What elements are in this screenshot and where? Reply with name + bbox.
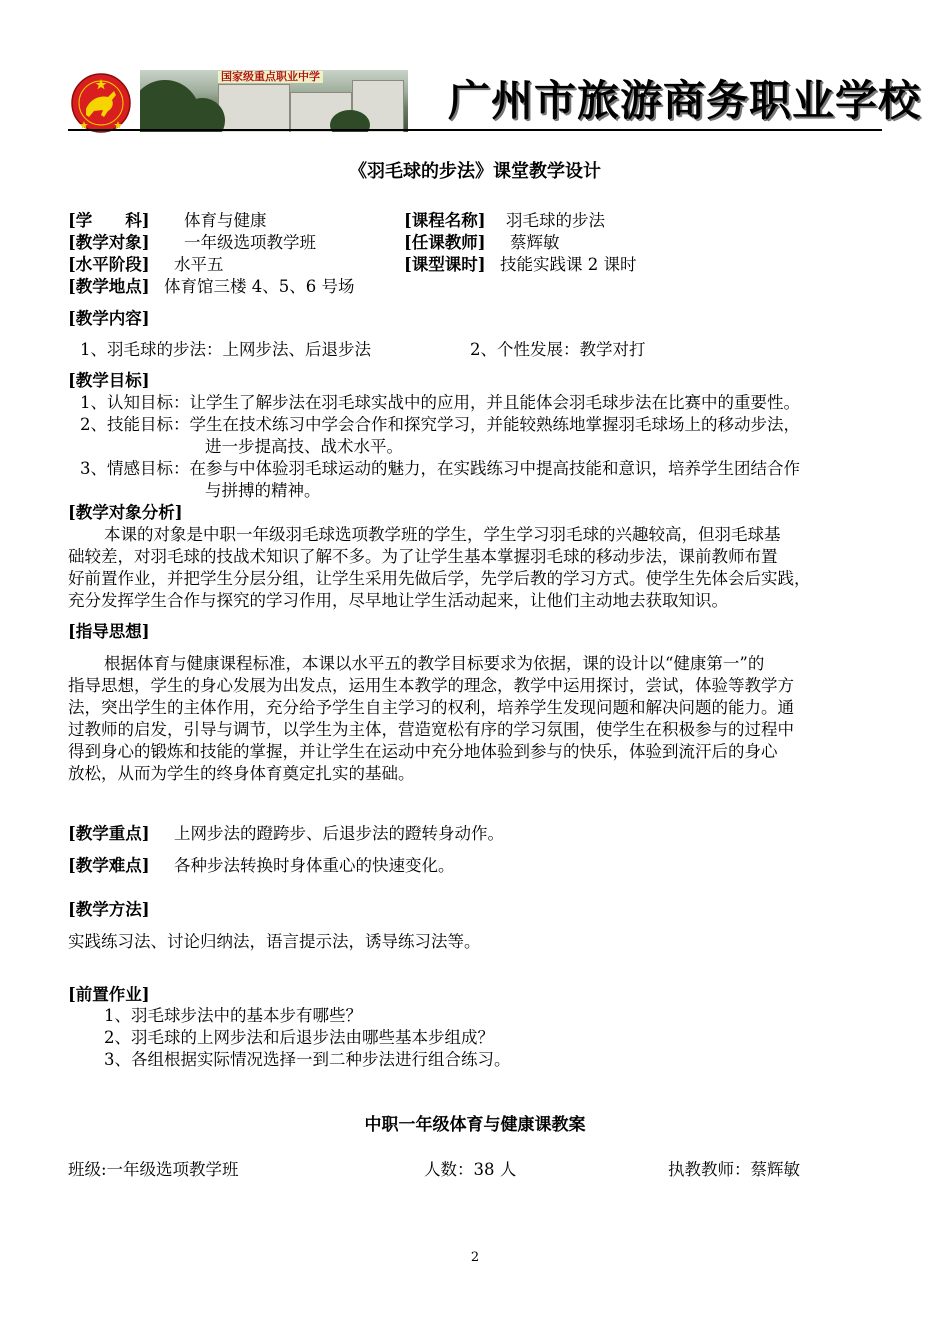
methods-value: 实践练习法、讨论归纳法，语言提示法，诱导练习法等。 bbox=[68, 932, 481, 951]
subject-label: [学 科] bbox=[68, 211, 150, 230]
course-value: 羽毛球的步法 bbox=[506, 211, 605, 230]
location-value: 体育馆三楼 4、5、6 号场 bbox=[164, 277, 355, 296]
analysis-heading: [教学对象分析] bbox=[68, 503, 183, 522]
page-number: 2 bbox=[470, 1250, 480, 1265]
lesson-count: 人数：38 人 bbox=[424, 1160, 517, 1179]
location-label: [教学地点] bbox=[68, 277, 150, 296]
guiding-line: 根据体育与健康课程标准，本课以水平五的教学目标要求为依据，课的设计以“健康第一”的 bbox=[104, 654, 765, 673]
guiding-heading: [指导思想] bbox=[68, 622, 150, 641]
objective-emotion: 3、情感目标：在参与中体验羽毛球运动的魅力，在实践练习中提高技能和意识，培养学生团结合作 bbox=[80, 459, 800, 478]
methods-heading: [教学方法] bbox=[68, 900, 150, 919]
photo-caption: 国家级重点职业中学 bbox=[218, 71, 323, 83]
content-item-1: 1、羽毛球的步法：上网步法、后退步法 bbox=[80, 340, 371, 359]
guiding-line: 指导思想，学生的身心发展为出发点，运用生本教学的理念，教学中运用探讨，尝试，体验等教学方 bbox=[68, 676, 794, 695]
teacher-label: [任课教师] bbox=[404, 233, 486, 252]
homework-item: 2、羽毛球的上网步法和后退步法由哪些基本步组成？ bbox=[104, 1028, 494, 1047]
lesson-teacher: 执教教师：蔡辉敏 bbox=[668, 1160, 800, 1179]
analysis-line: 充分发挥学生合作与探究的学习作用，尽早地让学生活动起来，让他们主动地去获取知识。 bbox=[68, 591, 728, 610]
analysis-line: 本课的对象是中职一年级羽毛球选项教学班的学生，学生学习羽毛球的兴趣较高，但羽毛球基 bbox=[104, 525, 781, 544]
objective-skill: 2、技能目标：学生在技术练习中学会合作和探究学习，并能较熟练地掌握羽毛球场上的移动步法， bbox=[80, 415, 800, 434]
school-logo bbox=[70, 73, 132, 133]
lesson-plan-title: 中职一年级体育与健康课教案 bbox=[364, 1115, 586, 1135]
level-label: [水平阶段] bbox=[68, 255, 150, 274]
difficulties-value: 各种步法转换时身体重心的快速变化。 bbox=[174, 856, 455, 875]
homework-item: 1、羽毛球步法中的基本步有哪些？ bbox=[104, 1006, 362, 1025]
header-rule bbox=[68, 129, 882, 131]
homework-item: 3、各组根据实际情况选择一到二种步法进行组合练习。 bbox=[104, 1050, 511, 1069]
objective-skill-cont: 进一步提高技、战术水平。 bbox=[205, 437, 403, 456]
keypoints-value: 上网步法的蹬跨步、后退步法的蹬转身动作。 bbox=[174, 824, 504, 843]
guiding-line: 过教师的启发，引导与调节，以学生为主体，营造宽松有序的学习氛围，使学生在积极参与的过程中 bbox=[68, 720, 794, 739]
course-label: [课程名称] bbox=[404, 211, 486, 230]
guiding-line: 法，突出学生的主体作用，充分给予学生自主学习的权利，培养学生发现问题和解决问题的能力。通 bbox=[68, 698, 794, 717]
objective-cognitive: 1、认知目标：让学生了解步法在羽毛球实战中的应用，并且能体会羽毛球步法在比赛中的重要性。 bbox=[80, 393, 800, 412]
analysis-line: 础较差，对羽毛球的技战术知识了解不多。为了让学生基本掌握羽毛球的移动步法，课前教师布置 bbox=[68, 547, 778, 566]
content-heading: [教学内容] bbox=[68, 309, 150, 328]
type-label: [课型课时] bbox=[404, 255, 486, 274]
lesson-class: 班级:一年级选项教学班 bbox=[68, 1160, 239, 1179]
school-name: 广州市旅游商务职业学校 bbox=[448, 76, 922, 125]
content-item-2: 2、个性发展：教学对打 bbox=[470, 340, 646, 359]
objectives-heading: [教学目标] bbox=[68, 371, 150, 390]
homework-heading: [前置作业] bbox=[68, 985, 150, 1004]
teacher-value: 蔡辉敏 bbox=[510, 233, 560, 252]
document-title: 《羽毛球的步法》课堂教学设计 bbox=[349, 161, 601, 182]
target-label: [教学对象] bbox=[68, 233, 150, 252]
keypoints-label: [教学重点] bbox=[68, 824, 150, 843]
analysis-line: 好前置作业，并把学生分层分组，让学生采用先做后学，先学后教的学习方式。使学生先体会后实践， bbox=[68, 569, 811, 588]
guiding-line: 放松，从而为学生的终身体育奠定扎实的基础。 bbox=[68, 764, 415, 783]
guiding-line: 得到身心的锻炼和技能的掌握，并让学生在运动中充分地体验到参与的快乐，体验到流汗后的身心 bbox=[68, 742, 778, 761]
difficulties-label: [教学难点] bbox=[68, 856, 150, 875]
target-value: 一年级选项教学班 bbox=[184, 233, 316, 252]
objective-emotion-cont: 与拼搏的精神。 bbox=[205, 481, 321, 500]
campus-photo bbox=[140, 70, 408, 132]
level-value: 水平五 bbox=[174, 255, 224, 274]
subject-value: 体育与健康 bbox=[184, 211, 267, 230]
type-value: 技能实践课 2 课时 bbox=[500, 255, 637, 274]
